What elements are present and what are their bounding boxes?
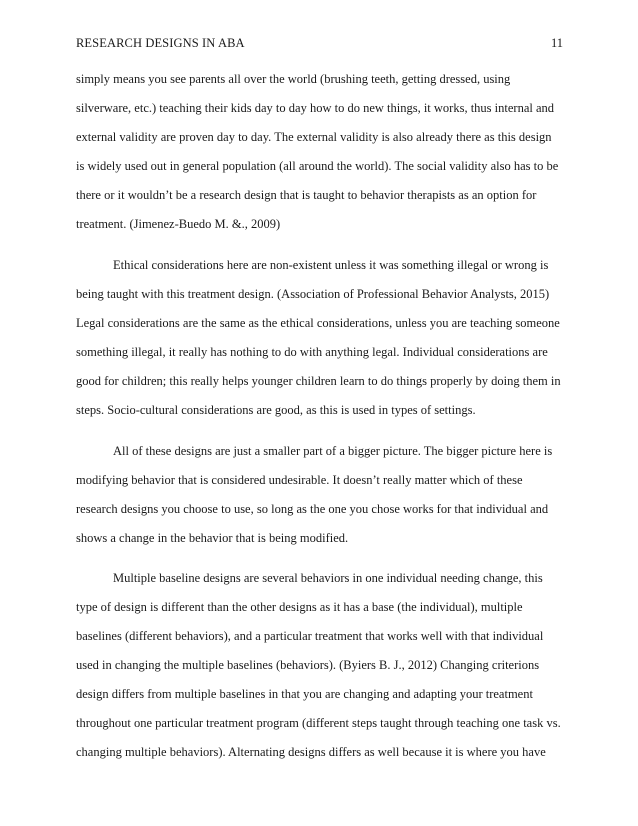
text-line: baselines (different behaviors), and a particular treatment that works well with that individual	[76, 629, 544, 643]
text-line: silverware, etc.) teaching their kids day to day how to do new things, it works, thus internal and	[76, 101, 555, 115]
text-line: steps. Socio-cultural considerations are good, as this is used in types of settings.	[76, 403, 476, 417]
page-number: 11	[551, 36, 564, 50]
paragraph-first-line: Multiple baseline designs are several behaviors in one individual needing change, this	[113, 571, 543, 585]
text-line: good for children; this really helps younger children learn to do things properly by doing them in	[76, 374, 561, 388]
text-line: modifying behavior that is considered undesirable. It doesn’t really matter which of these	[76, 473, 523, 487]
paragraph-first-line: All of these designs are just a smaller part of a bigger picture. The bigger picture here is	[113, 444, 553, 458]
text-line: design differs from multiple baselines in that you are changing and adapting your treatment	[76, 687, 533, 701]
text-line: throughout one particular treatment program (different steps taught through teaching one task vs.	[76, 716, 561, 730]
text-line: shows a change in the behavior that is being modified.	[76, 531, 349, 545]
text-line: something illegal, it really has nothing to do with anything legal. Individual considerations are	[76, 345, 548, 359]
text-line: Legal considerations are the same as the ethical considerations, unless you are teaching someone	[76, 316, 560, 330]
text-line: treatment. (Jimenez-Buedo M. &., 2009)	[76, 217, 281, 231]
text-line: external validity are proven day to day. The external validity is also already there as this design	[76, 130, 552, 144]
text-line: type of design is different than the other designs as it has a base (the individual), multiple	[76, 600, 523, 614]
text-line: is widely used out in general population (all around the world). The social validity also has to be	[76, 159, 559, 173]
text-line: being taught with this treatment design. (Association of Professional Behavior Analysts, 2015)	[76, 287, 550, 301]
text-line: there or it wouldn’t be a research design that is taught to behavior therapists as an option for	[76, 188, 537, 202]
running-head: RESEARCH DESIGNS IN ABA	[76, 36, 245, 50]
text-line: research designs you choose to use, so long as the one you chose works for that individual and	[76, 502, 549, 516]
text-line: used in changing the multiple baselines (behaviors). (Byiers B. J., 2012) Changing criterions	[76, 658, 540, 672]
text-line: simply means you see parents all over the world (brushing teeth, getting dressed, using	[76, 72, 511, 86]
paragraph-first-line: Ethical considerations here are non-existent unless it was something illegal or wrong is	[113, 258, 549, 272]
text-line: changing multiple behaviors). Alternating designs differs as well because it is where you have	[76, 745, 546, 759]
